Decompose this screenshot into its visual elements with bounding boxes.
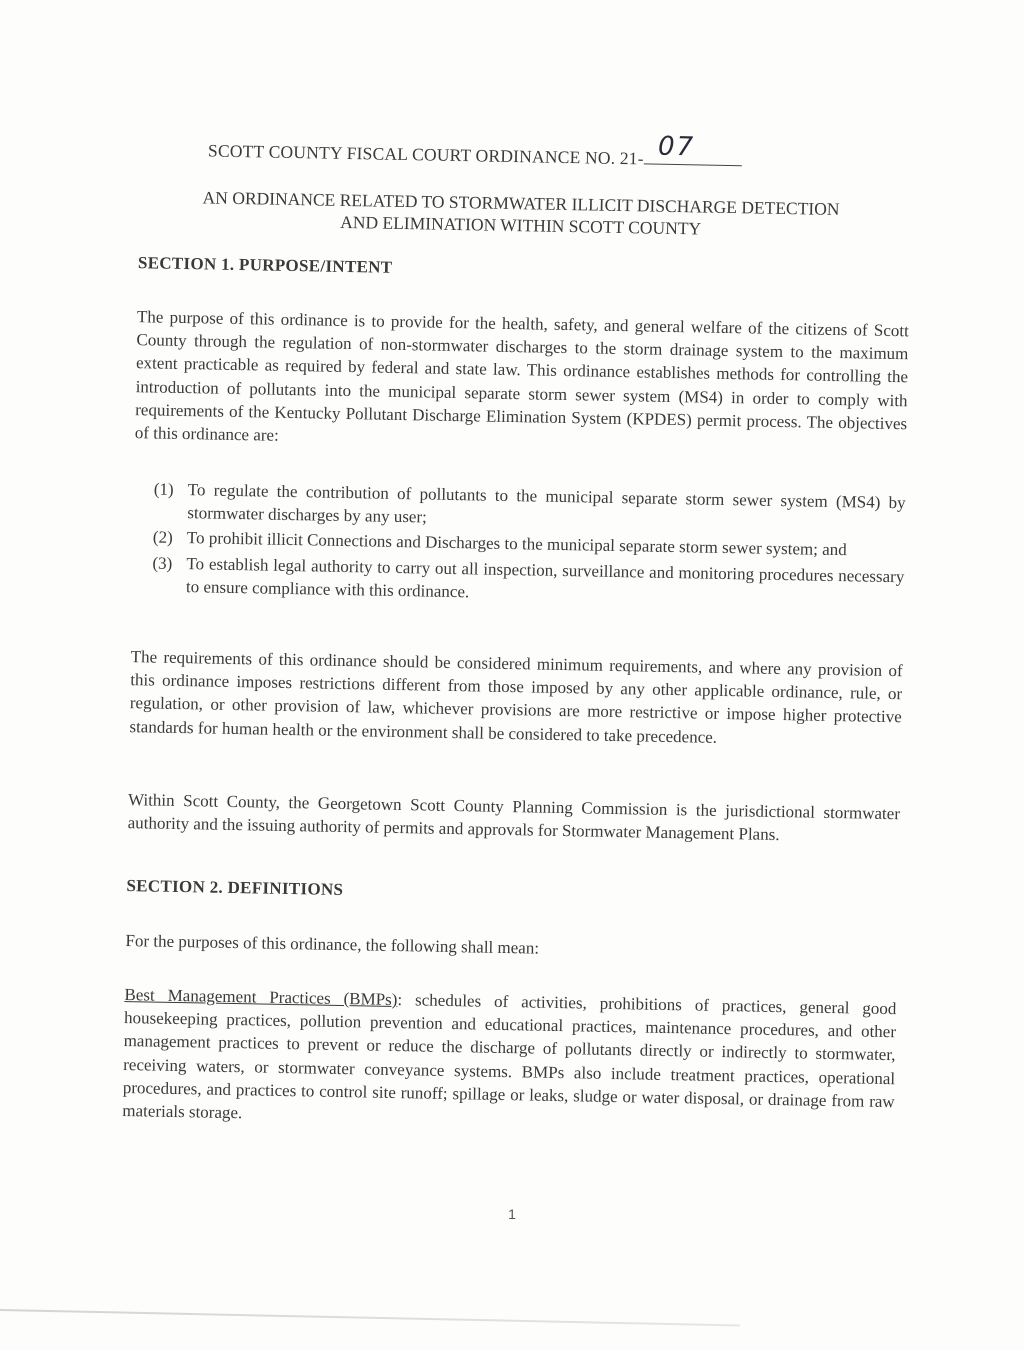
requirements-paragraph: The requirements of this ordinance should be considered minimum requirements, and where any provision of this ordinance imposes restrictions different from those imposed by any other applicable ordinance, rule, or regulation, or other provision of law, whichever provisions are more restrictive or impose higher protective standards for human health or the environment shall be considered to take precedence. [129, 647, 903, 747]
ordinance-subtitle [139, 185, 904, 243]
page-number: 1 [508, 1206, 516, 1222]
handwritten-ordinance-number: 07 [657, 131, 696, 163]
objective-text: To prohibit illicit Connections and Discharges to the municipal separate storm sewer system; and [186, 528, 847, 560]
definition-text: : schedules of activities, prohibitions of practices, general good housekeeping practices, pollution prevention and educational practices, maintenance procedures, and other management practices to prevent or reduce the discharge of pollutants directly or indirectly to stormwater, receiving waters, or stormwater conveyance systems. BMPs also include treatment practices, operational procedures, and practices to control site runoff; spillage or leaks, sludge or water disposal, or drainage from raw materials storage. [122, 990, 897, 1123]
ordinance-title [207, 131, 742, 171]
section-1-heading: SECTION 1. PURPOSE/INTENT [137, 253, 393, 277]
definition-term: Best Management Practices (BMPs) [124, 985, 398, 1010]
objective-number: (1) [153, 479, 174, 499]
ordinance-title-text: SCOTT COUNTY FISCAL COURT ORDINANCE NO. 21- [207, 140, 644, 169]
section-2-heading: SECTION 2. DEFINITIONS [126, 876, 344, 900]
subtitle-line-2: AND ELIMINATION WITHIN SCOTT COUNTY [340, 211, 702, 239]
ordinance-number-blank [644, 131, 742, 166]
definitions-intro: For the purposes of this ordinance, the following shall mean: [125, 931, 540, 958]
objectives-list [152, 477, 906, 613]
objective-text: To establish legal authority to carry out all inspection, surveillance and monitoring procedures necessary to ensure compliance with this ordinance. [185, 553, 905, 602]
objective-text: To regulate the contribution of pollutants to the municipal separate storm sewer system (MS4) by stormwater discharges by any user; [187, 480, 906, 527]
subtitle-line-1: AN ORDINANCE RELATED TO STORMWATER ILLICIT DISCHARGE DETECTION [202, 187, 840, 220]
objective-number: (3) [152, 553, 173, 573]
purpose-paragraph: The purpose of this ordinance is to provide for the health, safety, and general welfare of the citizens of Scott County through the regulation of non-stormwater discharges to the storm drainage system to the maximum extent practicable as required by federal and state law. This ordinance establishes methods for controlling the introduction of pollutants into the municipal separate storm sewer system (MS4) in order to comply with requirements of the Kentucky Pollutant Discharge Elimination System (KPDES) permit process. The objectives of this ordinance are: [134, 307, 909, 445]
jurisdiction-paragraph: Within Scott County, the Georgetown Scott County Planning Commission is the jurisdictional stormwater authority and the issuing authority of permits and approvals for Stormwater Management Plans. [127, 790, 901, 845]
objective-number: (2) [152, 527, 173, 548]
definition-bmps [122, 983, 896, 1136]
